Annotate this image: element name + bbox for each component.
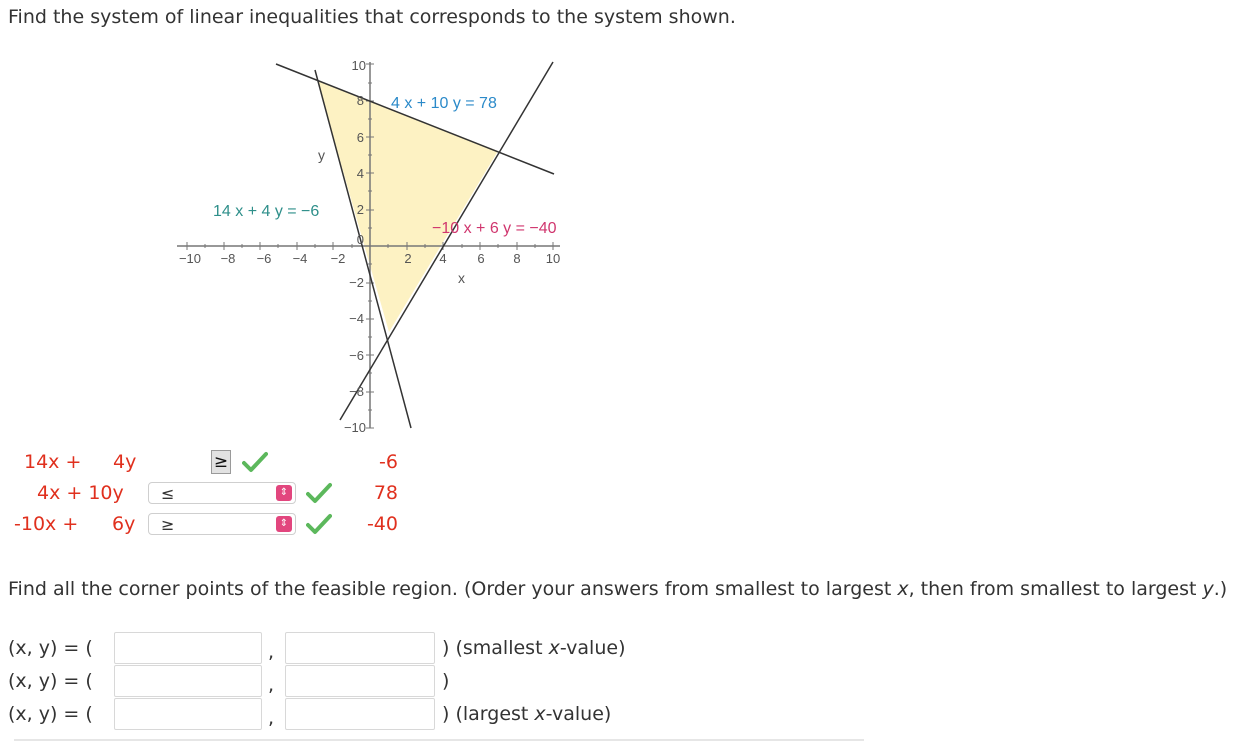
corner1-note: ) (smallest x-value) xyxy=(442,637,626,659)
ineq3-y-term: 6y xyxy=(112,513,136,535)
corner2-comma: , xyxy=(268,674,275,696)
x-tick-label: 6 xyxy=(477,251,485,266)
ineq1-symbol-box: ≥ xyxy=(211,450,231,474)
corner1-comma: , xyxy=(268,641,275,663)
check-icon xyxy=(242,451,268,473)
y-tick-label: −8 xyxy=(349,384,364,399)
y-tick-label: −6 xyxy=(349,348,364,363)
line-label-14x-4y-neg6: 14 x + 4 y = −6 xyxy=(213,203,320,220)
select-arrows-icon: ⇕ xyxy=(276,516,292,532)
divider xyxy=(14,739,864,741)
x-tick-label: −4 xyxy=(292,251,308,266)
y-tick-label: 2 xyxy=(356,202,364,217)
y-axis-label: y xyxy=(318,147,325,163)
corner-point-label: (x, y) = ( xyxy=(8,670,93,692)
x-tick-label: −6 xyxy=(256,251,272,266)
corner3-x-input[interactable] xyxy=(114,698,262,730)
x-tick-label: 2 xyxy=(404,251,412,266)
corner1-x-input[interactable] xyxy=(114,632,262,664)
ineq3-x-term: -10x + xyxy=(14,513,79,535)
x-tick-label: 4 xyxy=(439,251,447,266)
y-tick-label: 0 xyxy=(356,232,364,247)
corner-point-label: (x, y) = ( xyxy=(8,703,93,725)
line-label-4x-10y-78: 4 x + 10 y = 78 xyxy=(391,95,497,112)
corner2-x-input[interactable] xyxy=(114,665,262,697)
line-label-neg10x-6y-neg40: −10 x + 6 y = −40 xyxy=(432,220,557,237)
feasible-region-graph xyxy=(170,50,610,440)
x-tick-label: 8 xyxy=(513,251,521,266)
x-tick-label: −10 xyxy=(178,251,202,266)
y-tick-label: 8 xyxy=(356,93,364,108)
ineq2-symbol-select[interactable] xyxy=(148,482,296,504)
check-icon xyxy=(306,482,332,504)
check-icon xyxy=(306,513,332,535)
ineq2-rhs: 78 xyxy=(373,482,398,504)
x-tick-label: −2 xyxy=(330,251,346,266)
ineq2-terms: 4x + 10y xyxy=(37,482,124,504)
y-tick-label: 4 xyxy=(356,166,364,181)
corner1-y-input[interactable] xyxy=(285,632,435,664)
ineq1-rhs: -6 xyxy=(379,451,398,473)
y-tick-label: −2 xyxy=(349,275,364,290)
corner2-y-input[interactable] xyxy=(285,665,435,697)
corner3-y-input[interactable] xyxy=(285,698,435,730)
x-tick-label: −8 xyxy=(220,251,236,266)
ineq2-symbol: ≤ xyxy=(161,484,175,503)
corner3-comma: , xyxy=(268,707,275,729)
corner-point-label: (x, y) = ( xyxy=(8,637,93,659)
corner3-note: ) (largest x-value) xyxy=(442,703,612,725)
ineq1-y-term: 4y xyxy=(113,451,137,473)
y-tick-label: −10 xyxy=(343,420,366,435)
ineq1-x-term: 14x + xyxy=(24,451,82,473)
ineq3-rhs: -40 xyxy=(366,513,398,535)
y-tick-label: 6 xyxy=(356,130,364,145)
y-tick-label: −4 xyxy=(349,311,364,326)
x-axis-label: x xyxy=(458,270,465,286)
y-tick-label: 10 xyxy=(351,58,366,73)
ineq3-symbol-select[interactable] xyxy=(148,513,296,535)
question-prompt: Find the system of linear inequalities that corresponds to the system shown. xyxy=(8,6,736,28)
corner-points-instructions: Find all the corner points of the feasible region. (Order your answers from smallest to largest x, then from smallest to largest y.) xyxy=(8,578,1228,600)
x-tick-label: 10 xyxy=(545,251,561,266)
ineq3-symbol: ≥ xyxy=(161,515,175,534)
corner2-close: ) xyxy=(442,670,450,692)
feasible-region xyxy=(317,80,498,332)
select-arrows-icon: ⇕ xyxy=(276,485,292,501)
